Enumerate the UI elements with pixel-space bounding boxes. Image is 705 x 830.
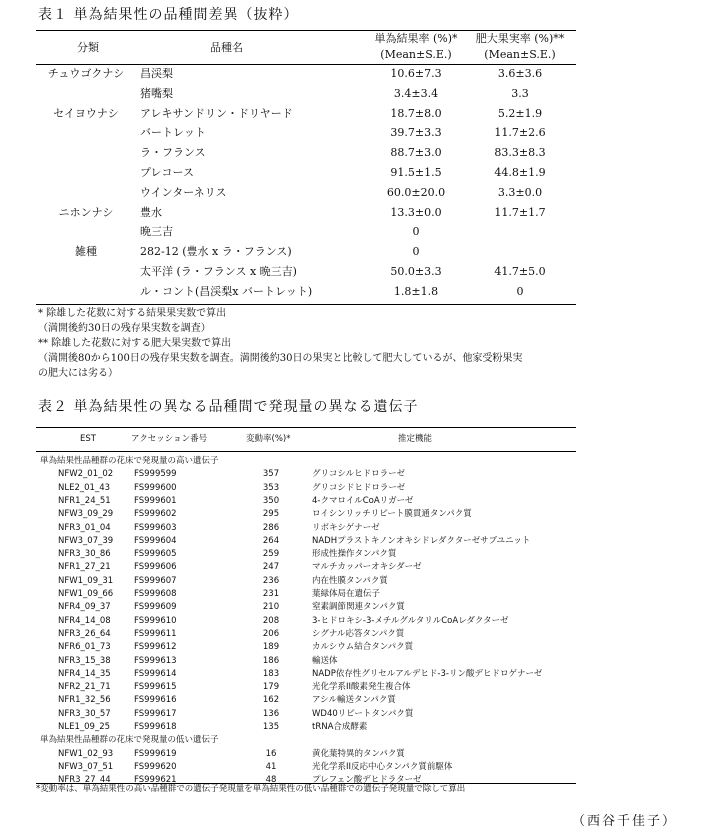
table2-accession: FS999616 [134, 695, 177, 706]
table2-function: グリコシルヒドロラーゼ [312, 469, 405, 480]
table2-function: 4-クマロイルCoAリガーゼ [312, 495, 414, 506]
table2-accession: FS999621 [134, 775, 177, 786]
table1-variety: 猪嘴梨 [140, 86, 173, 100]
table2-function: カルシウム結合タンパク質 [312, 642, 414, 653]
table2-top-rule [36, 427, 576, 428]
table1-variety: 太平洋 (ラ・フランス x 晩三吉) [140, 265, 297, 278]
table2-est: NLE1_09_25 [58, 722, 111, 732]
table2-est: NFR1_24_51 [58, 495, 111, 506]
table1-header-col2-sub: (Mean±S.E.) [484, 48, 556, 61]
table1-enlarged-fruit-rate: 0 [516, 284, 524, 298]
table2-function: リボキシゲナーゼ [312, 522, 380, 533]
table2-accession: FS999599 [134, 469, 177, 480]
table1-parthenocarpy-rate: 1.8±1.8 [393, 284, 439, 298]
table2-change-rate: 236 [262, 575, 280, 586]
table1-group-label: 雑種 [75, 245, 97, 259]
table2-change-rate: 210 [262, 602, 280, 613]
table1-variety: アレキサンドリン・ドリヤード [140, 106, 293, 120]
table2-accession: FS999604 [134, 535, 177, 546]
table2-function: 形成性操作タンパク質 [312, 549, 397, 560]
table1-enlarged-fruit-rate: 41.7±5.0 [494, 265, 546, 278]
table2-est: NFW1_02_93 [58, 748, 114, 759]
table1-enlarged-fruit-rate: 3.6±3.6 [497, 67, 543, 80]
table2-accession: FS999603 [134, 522, 177, 533]
table2-header-est: EST [80, 434, 96, 444]
table2-est: NFR3_27_44 [58, 775, 111, 786]
table1-variety: 282-12 (豊水 x ラ・フランス) [140, 245, 292, 259]
table1-note: の肥大には劣る） [38, 368, 118, 379]
table2-function: プレフェン酸デヒドラターゼ [312, 775, 422, 786]
table2-change-rate: 16 [265, 748, 277, 759]
table2-header-acc: アクセッション番号 [131, 434, 208, 444]
table1-header-col2: 肥大果実率 (%)** [475, 32, 565, 45]
table2-accession: FS999602 [134, 509, 177, 520]
table2-accession: FS999607 [134, 575, 177, 586]
table2-est: NFW3_07_51 [58, 761, 114, 772]
table2-title: 表２ 単為結果性の異なる品種間で発現量の異なる遺伝子 [38, 399, 419, 415]
table1-enlarged-fruit-rate: 3.3 [511, 86, 529, 100]
table1-notes [38, 306, 523, 381]
table1-parthenocarpy-rate: 18.7±8.0 [390, 106, 442, 120]
table2-change-rate: 186 [262, 655, 280, 666]
table2-function: 内在性膜タンパク質 [312, 575, 388, 586]
table2-function: 光化学系II反応中心タンパク質前駆体 [312, 761, 453, 772]
table1-header-col1-sub: (Mean±S.E.) [380, 48, 452, 61]
table1-variety: 豊水 [140, 205, 162, 219]
table1-variety: バートレット [140, 126, 206, 140]
table2-header-func: 推定機能 [398, 434, 433, 444]
table2-section-low: 単為結果性品種群の花床で発現量の低い遺伝子 [40, 735, 219, 746]
table2-est: NFW1_09_31 [58, 575, 114, 586]
table1-note: （満開後約30日の残存果実数を調査） [38, 323, 211, 334]
table1-variety: プレコース [140, 166, 195, 179]
table2-change-rate: 259 [262, 549, 280, 560]
table1-parthenocarpy-rate: 39.7±3.3 [390, 126, 442, 140]
table2-accession: FS999601 [134, 495, 177, 506]
table2-est: NFR1_27_21 [58, 562, 111, 573]
table2-change-rate: 286 [262, 522, 280, 533]
table2-accession: FS999608 [134, 589, 177, 599]
table1-variety: 晩三吉 [140, 225, 173, 239]
table2-header-pct: 変動率(%)* [246, 434, 291, 444]
table2-est: NFR3_30_86 [58, 549, 111, 560]
table2-change-rate: 357 [262, 469, 280, 480]
table1-header-col1: 単為結果率 (%)* [374, 32, 458, 45]
table2-accession: FS999611 [134, 628, 177, 639]
table2-function: 葉緑体局在遺伝子 [312, 589, 381, 599]
table2-est: NFR4_14_08 [58, 615, 111, 626]
table2-note: *変動率は、単為結果性の高い品種群での遺伝子発現量を単為結果性の低い品種群での遺伝子発現量で除して算出 [36, 784, 466, 794]
table1-header-group: 分類 [77, 41, 99, 54]
table2-est: NFW2_01_02 [58, 469, 114, 480]
author: （西谷千佳子） [572, 814, 678, 829]
table1-enlarged-fruit-rate: 44.8±1.9 [494, 166, 546, 179]
table2-function: マルチカッパーオキシダーゼ [312, 562, 422, 573]
table2-change-rate: 48 [265, 775, 277, 786]
table2-accession: FS999612 [134, 642, 177, 653]
table2-change-rate: 179 [262, 682, 280, 693]
table1-enlarged-fruit-rate: 5.2±1.9 [497, 106, 543, 120]
table2-function: WD40リピートタンパク質 [312, 708, 414, 719]
table2-function: 輸送体 [312, 655, 338, 666]
table2-accession: FS999610 [134, 615, 177, 626]
table1-group-label: チュウゴクナシ [47, 67, 125, 80]
table1-enlarged-fruit-rate: 3.3±0.0 [497, 185, 543, 199]
table2-function: 窒素調節関連タンパク質 [312, 602, 405, 613]
table1-enlarged-fruit-rate: 11.7±1.7 [494, 205, 546, 219]
table2-change-rate: 295 [262, 509, 280, 520]
table2-est: NFW1_09_66 [58, 589, 114, 599]
table1-header-variety: 品種名 [210, 41, 243, 54]
table2-function: シグナル応答タンパク質 [312, 628, 405, 639]
table2-function: ロイシンリッチリピート膜貫通タンパク質 [312, 509, 472, 520]
table2-accession: FS999615 [134, 682, 177, 693]
table2-change-rate: 206 [262, 628, 280, 639]
table2-change-rate: 350 [262, 495, 280, 506]
table1-variety: ラ・フランス [140, 146, 206, 160]
table2-accession: FS999600 [134, 482, 177, 493]
table2-est: NFR6_01_73 [58, 642, 111, 653]
table2-function: NADHプラストキノンオキシドレダクターゼサブユニット [312, 535, 531, 546]
table1-parthenocarpy-rate: 0 [412, 245, 420, 259]
table2-change-rate: 231 [262, 589, 280, 599]
table1-group-label: ニホンナシ [58, 205, 114, 219]
table2-change-rate: 135 [262, 722, 280, 732]
table2-accession: FS999606 [134, 562, 177, 573]
table2-accession: FS999617 [134, 708, 177, 719]
table2-function: グリコシドヒドロラーゼ [312, 482, 406, 493]
table2-est: NFR3_26_64 [58, 628, 111, 639]
table2-accession: FS999609 [134, 602, 177, 613]
table1-enlarged-fruit-rate: 83.3±8.3 [494, 146, 546, 160]
table1-bottom-rule [36, 304, 576, 305]
table1-parthenocarpy-rate: 3.4±3.4 [393, 86, 439, 100]
table2-header-rule [36, 451, 576, 452]
table2-accession: FS999620 [134, 761, 177, 772]
table2-function: 黄化葉特異的タンパク質 [312, 748, 405, 759]
table2-accession: FS999619 [134, 748, 177, 759]
table2-est: NFW3_09_29 [58, 509, 114, 520]
table2-est: NFR4_14_35 [58, 668, 111, 679]
table1-parthenocarpy-rate: 50.0±3.3 [390, 265, 442, 278]
table2-function: アシル輸送タンパク質 [312, 695, 396, 706]
table2-est: NFR2_21_71 [58, 682, 111, 693]
table2-change-rate: 162 [262, 695, 280, 706]
table1-note: ** 除雄した花数に対する肥大果実数で算出 [38, 338, 232, 349]
table2-est: NFR4_09_37 [58, 602, 111, 613]
table2-change-rate: 353 [262, 482, 280, 493]
table1-parthenocarpy-rate: 88.7±3.0 [390, 146, 442, 160]
table2-change-rate: 41 [265, 761, 277, 772]
table1-parthenocarpy-rate: 60.0±20.0 [386, 185, 446, 199]
table1-variety: 昌渓梨 [140, 67, 173, 80]
table1-title: 表１ 単為結果性の品種間差異（抜粋） [38, 7, 299, 23]
table2-est: NFR1_32_56 [58, 695, 111, 706]
table2-function: tRNA合成酵素 [312, 722, 368, 732]
table2-accession: FS999613 [134, 655, 177, 666]
table2-function: NADP依存性グリセルアルデヒド-3-リン酸デヒドロゲナーゼ [312, 668, 543, 679]
table2-est: NFR3_30_57 [58, 708, 111, 719]
table1-note: * 除雄した花数に対する結果果実数で算出 [38, 308, 227, 319]
table2-section-high: 単為結果性品種群の花床で発現量の高い遺伝子 [40, 456, 219, 466]
table2-accession: FS999618 [134, 722, 177, 732]
table2-est: NFR3_15_38 [58, 655, 111, 666]
table1-enlarged-fruit-rate: 11.7±2.6 [494, 126, 546, 140]
table2-change-rate: 136 [262, 708, 280, 719]
table2-accession: FS999605 [134, 549, 177, 560]
table2-change-rate: 189 [262, 642, 280, 653]
table1-variety: ル・コント(昌渓梨x バートレット) [140, 284, 313, 298]
table2-accession: FS999614 [134, 668, 177, 679]
table1-parthenocarpy-rate: 13.3±0.0 [390, 205, 442, 219]
table2-est: NLE2_01_43 [58, 482, 111, 493]
table2-function: 3-ヒドロキシ-3-メチルグルタリルCoAレダクターゼ [312, 615, 509, 626]
table1-note: （満開後80から100日の残存果実数を調査。満開後約30日の果実と比較して肥大しているが、他家受粉果実 [38, 353, 523, 364]
table1-parthenocarpy-rate: 0 [412, 225, 420, 239]
table2-est: NFR3_01_04 [58, 522, 111, 533]
table2-est: NFW3_07_39 [58, 535, 114, 546]
table1-parthenocarpy-rate: 91.5±1.5 [390, 166, 442, 179]
table2-change-rate: 208 [262, 615, 280, 626]
table1-variety: ウインターネリス [140, 185, 227, 199]
table2-change-rate: 264 [262, 535, 280, 546]
table2-change-rate: 183 [262, 668, 280, 679]
table2-change-rate: 247 [262, 562, 280, 573]
table1-parthenocarpy-rate: 10.6±7.3 [390, 67, 442, 80]
table1-group-label: セイヨウナシ [53, 106, 119, 120]
table2-function: 光化学系II酸素発生複合体 [312, 682, 411, 693]
